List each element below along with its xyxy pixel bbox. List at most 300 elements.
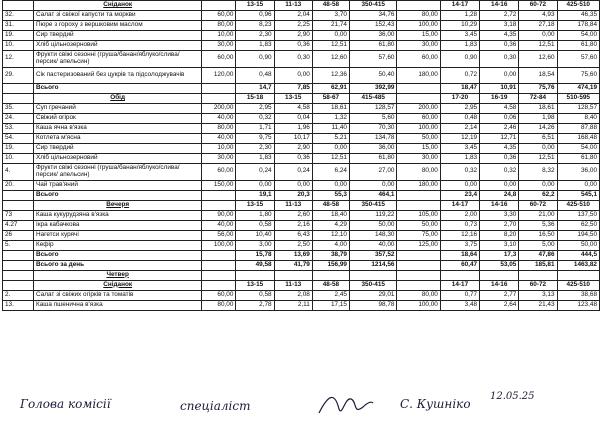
recipe-number: 32.	[3, 11, 34, 21]
portion-weight: 56,00	[202, 230, 236, 240]
nutrient-value: 0,72	[440, 67, 479, 84]
nutrient-value: 18,54	[519, 67, 557, 84]
portion-weight: 80,00	[202, 300, 236, 310]
norm-range-cell: 14-17	[440, 1, 479, 11]
nutrient-value: 0,00	[236, 180, 274, 190]
nutrient-value: 8,32	[519, 164, 557, 181]
dish-name: Суп гречаний	[33, 104, 201, 114]
cell-empty	[397, 270, 440, 280]
nutrient-value: 98,78	[349, 300, 397, 310]
nutrient-value: 1,32	[312, 114, 349, 124]
nutrient-value: 1,83	[236, 41, 274, 51]
nutrient-value: 0,00	[519, 180, 557, 190]
nutrient-value: 12,51	[519, 154, 557, 164]
cell-empty	[3, 94, 34, 104]
portion-weight: 150,00	[202, 180, 236, 190]
norm-range-cell: 60-72	[519, 1, 557, 11]
table-row	[3, 220, 600, 230]
nutrient-value: 0,73	[440, 220, 479, 230]
nutrient-value: 2,30	[236, 31, 274, 41]
cell-empty	[202, 280, 236, 290]
cell-empty	[397, 250, 440, 260]
cell-empty	[312, 270, 349, 280]
norm-range-cell: 350-415	[349, 1, 397, 11]
nutrient-value: 2,46	[480, 124, 519, 134]
nutrient-value: 0,36	[274, 154, 312, 164]
table-row	[3, 164, 600, 181]
section-header-row	[3, 280, 600, 290]
cell-empty	[202, 270, 236, 280]
recipe-number: 5.	[3, 240, 34, 250]
nutrient-value: 2,77	[480, 290, 519, 300]
nutrient-value: 3,30	[480, 210, 519, 220]
nutrient-value: 3,10	[480, 240, 519, 250]
nutrient-value: 178,84	[557, 21, 599, 31]
cell-empty	[397, 260, 440, 270]
norm-range-cell: 350-415	[349, 280, 397, 290]
total-value: 474,19	[557, 84, 599, 94]
table-row	[3, 31, 600, 41]
total-value: 47,86	[519, 250, 557, 260]
cell-empty	[349, 270, 397, 280]
nutrient-value: 2,08	[274, 290, 312, 300]
portion-weight: 80,00	[202, 21, 236, 31]
cell-empty	[3, 250, 34, 260]
nutrient-value: 12,16	[440, 230, 479, 240]
total-value: 545,1	[557, 190, 599, 200]
nutrient-value: 0,24	[274, 164, 312, 181]
section-title: Сніданок	[33, 280, 201, 290]
portion-weight: 120,00	[202, 67, 236, 84]
norm-range-cell: 60-72	[519, 280, 557, 290]
nutrient-value: 12,60	[519, 51, 557, 68]
cell-empty	[202, 84, 236, 94]
total-value: 15,78	[236, 250, 274, 260]
recipe-number: 31.	[3, 21, 34, 31]
norm-range-cell: 13-15	[236, 200, 274, 210]
nutrient-value: 87,88	[557, 124, 599, 134]
portion-weight: 15,00	[397, 144, 440, 154]
total-value: 62,2	[519, 190, 557, 200]
table-row	[3, 67, 600, 84]
norm-range-cell	[397, 94, 440, 104]
nutrient-value: 10,29	[440, 21, 479, 31]
total-value: 156,99	[312, 260, 349, 270]
section-header-row	[3, 94, 600, 104]
nutrient-value: 16,50	[519, 230, 557, 240]
portion-weight: 180,00	[397, 67, 440, 84]
portion-weight: 60,00	[397, 114, 440, 124]
portion-weight: 80,00	[202, 124, 236, 134]
portion-weight: 30,00	[202, 154, 236, 164]
nutrient-value: 61,80	[349, 41, 397, 51]
norm-range-cell: 58-67	[312, 94, 349, 104]
recipe-number: 26	[3, 230, 34, 240]
total-value: 23,4	[440, 190, 479, 200]
nutrient-value: 3,48	[440, 300, 479, 310]
norm-range-cell: 14-16	[480, 1, 519, 11]
nutrient-value: 1,80	[236, 210, 274, 220]
recipe-number: 4.27	[3, 220, 34, 230]
total-value: 14,7	[236, 84, 274, 94]
nutrient-value: 137,50	[557, 210, 599, 220]
cell-empty	[3, 280, 34, 290]
nutrient-value: 4,00	[312, 240, 349, 250]
total-value: 19,1	[236, 190, 274, 200]
norm-range-cell: 15-18	[236, 94, 274, 104]
norm-range-cell: 14-16	[480, 280, 519, 290]
menu-table-body	[3, 1, 600, 311]
nutrient-value: 0,32	[440, 164, 479, 181]
dish-name: Кефір	[33, 240, 201, 250]
cell-empty	[3, 190, 34, 200]
nutrient-value: 40,00	[349, 240, 397, 250]
norm-range-cell: 415-485	[349, 94, 397, 104]
total-label: Всього за день	[33, 260, 201, 270]
cell-empty	[236, 270, 274, 280]
nutrient-value: 0,24	[236, 164, 274, 181]
nutrient-value: 12,60	[312, 51, 349, 68]
dish-name: Салат зі свіжих огірків та томатів	[33, 290, 201, 300]
total-value: 60,47	[440, 260, 479, 270]
recipe-number: 12.	[3, 51, 34, 68]
section-title: Вечеря	[33, 200, 201, 210]
recipe-number: 19.	[3, 144, 34, 154]
portion-weight: 200,00	[202, 104, 236, 114]
total-value: 55,3	[312, 190, 349, 200]
nutrient-value: 57,60	[557, 51, 599, 68]
dish-name: Ікра кабачкова	[33, 220, 201, 230]
nutrient-value: 0,00	[480, 180, 519, 190]
total-value: 1463,82	[557, 260, 599, 270]
portion-weight: 60,00	[202, 11, 236, 21]
table-row	[3, 154, 600, 164]
nutrient-value: 3,70	[312, 11, 349, 21]
norm-range-cell: 425-510	[557, 200, 599, 210]
nutrient-value: 0,77	[440, 290, 479, 300]
table-row	[3, 290, 600, 300]
portion-weight: 80,00	[397, 164, 440, 181]
nutrient-value: 12,71	[480, 134, 519, 144]
total-value: 24,8	[480, 190, 519, 200]
table-row	[3, 21, 600, 31]
total-value: 357,52	[349, 250, 397, 260]
nutrient-value: 0,30	[274, 51, 312, 68]
nutrient-value: 0,90	[236, 51, 274, 68]
nutrient-value: 0,00	[519, 31, 557, 41]
nutrient-value: 2,70	[480, 220, 519, 230]
dish-name: Свіжий огірок	[33, 114, 201, 124]
norm-range-cell: 11-13	[274, 200, 312, 210]
nutrient-value: 21,74	[312, 21, 349, 31]
nutrient-value: 18,61	[312, 104, 349, 114]
norm-range-cell: 14-17	[440, 200, 479, 210]
portion-weight: 40,00	[202, 114, 236, 124]
dish-name: Хліб цільнозерновий	[33, 154, 201, 164]
total-value: 62,91	[312, 84, 349, 94]
nutrient-value: 36,00	[349, 144, 397, 154]
nutrient-value: 14,26	[519, 124, 557, 134]
nutrient-value: 2,30	[236, 144, 274, 154]
signature-scribble	[315, 389, 375, 419]
cell-empty	[202, 260, 236, 270]
table-row	[3, 230, 600, 240]
table-row	[3, 104, 600, 114]
section-title: Сніданок	[33, 1, 201, 11]
total-label: Всього	[33, 84, 201, 94]
cell-empty	[397, 190, 440, 200]
recipe-number: 10.	[3, 41, 34, 51]
menu-table	[2, 0, 600, 311]
nutrient-value: 46,35	[557, 11, 599, 21]
total-value: 185,81	[519, 260, 557, 270]
nutrient-value: 148,30	[349, 230, 397, 240]
total-value: 49,58	[236, 260, 274, 270]
nutrient-value: 36,00	[349, 31, 397, 41]
nutrient-value: 4,58	[480, 104, 519, 114]
table-row	[3, 210, 600, 220]
nutrient-value: 10,40	[236, 230, 274, 240]
norm-range-cell: 13-15	[274, 94, 312, 104]
nutrient-value: 152,43	[349, 21, 397, 31]
portion-weight: 80,00	[397, 11, 440, 21]
norm-range-cell: 13-15	[236, 280, 274, 290]
nutrient-value: 2,95	[236, 104, 274, 114]
total-row	[3, 84, 600, 94]
nutrient-value: 17,15	[312, 300, 349, 310]
nutrient-value: 1,98	[519, 114, 557, 124]
dish-name: Нагетси курячі	[33, 230, 201, 240]
nutrient-value: 18,40	[312, 210, 349, 220]
nutrient-value: 3,45	[440, 31, 479, 41]
total-value: 464,1	[349, 190, 397, 200]
nutrient-value: 29,01	[349, 290, 397, 300]
recipe-number: 73	[3, 210, 34, 220]
nutrient-value: 2,78	[236, 300, 274, 310]
nutrient-value: 168,48	[557, 134, 599, 144]
norm-range-cell: 11-13	[274, 280, 312, 290]
total-value: 18,47	[440, 84, 479, 94]
norm-range-cell: 14-17	[440, 280, 479, 290]
dish-name: Сир твердий	[33, 31, 201, 41]
norm-range-cell: 425-510	[557, 1, 599, 11]
nutrient-value: 0,36	[274, 41, 312, 51]
portion-weight: 105,00	[397, 210, 440, 220]
table-row	[3, 144, 600, 154]
nutrient-value: 2,50	[274, 240, 312, 250]
nutrient-value: 61,80	[557, 41, 599, 51]
portion-weight: 90,00	[202, 210, 236, 220]
total-value: 18,64	[440, 250, 479, 260]
nutrient-value: 0,90	[440, 51, 479, 68]
total-value: 75,76	[519, 84, 557, 94]
total-value: 13,69	[274, 250, 312, 260]
nutrient-value: 8,23	[236, 21, 274, 31]
table-row	[3, 134, 600, 144]
table-row	[3, 124, 600, 134]
nutrient-value: 62,50	[557, 220, 599, 230]
nutrient-value: 6,51	[519, 134, 557, 144]
nutrient-value: 27,00	[349, 164, 397, 181]
nutrient-value: 9,75	[236, 134, 274, 144]
portion-weight: 50,00	[397, 134, 440, 144]
recipe-number: 53.	[3, 124, 34, 134]
nutrient-value: 3,75	[440, 240, 479, 250]
signature-left: Голова комісії	[20, 397, 111, 411]
nutrient-value: 2,64	[480, 300, 519, 310]
recipe-number: 29.	[3, 67, 34, 84]
nutrient-value: 21,43	[519, 300, 557, 310]
dish-name: Сік пастеризований без цукрів та підсолоджувачів	[33, 67, 201, 84]
total-value: 1214,56	[349, 260, 397, 270]
nutrient-value: 50,00	[349, 220, 397, 230]
portion-weight: 60,00	[202, 51, 236, 68]
portion-weight: 10,00	[202, 31, 236, 41]
cell-empty	[3, 84, 34, 94]
portion-weight: 100,00	[397, 300, 440, 310]
norm-range-cell	[397, 280, 440, 290]
portion-weight: 30,00	[202, 41, 236, 51]
section-title: Обід	[33, 94, 201, 104]
nutrient-value: 0,00	[440, 180, 479, 190]
nutrient-value: 0,32	[480, 164, 519, 181]
nutrient-value: 38,68	[557, 290, 599, 300]
recipe-number: 13.	[3, 300, 34, 310]
nutrient-value: 1,71	[236, 124, 274, 134]
nutrient-value: 0,00	[312, 31, 349, 41]
nutrient-value: 0,04	[274, 114, 312, 124]
table-row	[3, 11, 600, 21]
nutrient-value: 12,51	[312, 41, 349, 51]
portion-weight: 75,00	[397, 230, 440, 240]
nutrient-value: 0,00	[312, 180, 349, 190]
nutrient-value: 34,76	[349, 11, 397, 21]
nutrient-value: 54,00	[557, 144, 599, 154]
dish-name: Фрукти свіжі сезонні (груша/банан/яблуко/слива/персик/ апельсин)	[33, 164, 201, 181]
nutrient-value: 2,11	[274, 300, 312, 310]
nutrient-value: 2,60	[274, 210, 312, 220]
norm-range-cell: 48-58	[312, 1, 349, 11]
table-row	[3, 114, 600, 124]
total-value: 392,99	[349, 84, 397, 94]
signature-date: 12.05.25	[490, 391, 535, 402]
cell-empty	[274, 270, 312, 280]
nutrient-value: 1,83	[440, 154, 479, 164]
total-label: Всього	[33, 190, 201, 200]
norm-range-cell: 17-20	[440, 94, 479, 104]
cell-empty	[202, 250, 236, 260]
nutrient-value: 18,61	[519, 104, 557, 114]
nutrient-value: 123,48	[557, 300, 599, 310]
nutrient-value: 6,24	[312, 164, 349, 181]
portion-weight: 100,00	[202, 240, 236, 250]
nutrient-value: 119,22	[349, 210, 397, 220]
total-row	[3, 250, 600, 260]
signature-area	[0, 391, 601, 425]
nutrient-value: 0,32	[236, 114, 274, 124]
nutrient-value: 5,00	[519, 240, 557, 250]
section-header-row	[3, 200, 600, 210]
portion-weight: 100,00	[397, 21, 440, 31]
nutrient-value: 5,21	[312, 134, 349, 144]
nutrient-value: 21,00	[519, 210, 557, 220]
nutrient-value: 2,90	[274, 144, 312, 154]
nutrient-value: 4,93	[519, 11, 557, 21]
nutrient-value: 4,58	[274, 104, 312, 114]
dish-name: Фрукти свіжі сезонні (груша/банан/яблуко/слива/персик/ апельсин)	[33, 51, 201, 68]
norm-range-cell: 13-15	[236, 1, 274, 11]
nutrient-value: 128,57	[557, 104, 599, 114]
nutrient-value: 0,58	[236, 290, 274, 300]
nutrient-value: 0,48	[236, 67, 274, 84]
nutrient-value: 12,10	[312, 230, 349, 240]
cell-empty	[202, 1, 236, 11]
cell-empty	[3, 260, 34, 270]
nutrient-value: 0,48	[440, 114, 479, 124]
dish-name: Каша ячна в'язка	[33, 124, 201, 134]
total-row	[3, 190, 600, 200]
nutrient-value: 54,00	[557, 31, 599, 41]
nutrient-value: 12,51	[519, 41, 557, 51]
total-value: 10,91	[480, 84, 519, 94]
dish-name: Чай трав'яний	[33, 180, 201, 190]
recipe-number: 4.	[3, 164, 34, 181]
nutrient-value: 0,00	[274, 67, 312, 84]
portion-weight: 180,00	[397, 180, 440, 190]
day-header-row	[3, 270, 600, 280]
total-value: 53,05	[480, 260, 519, 270]
nutrient-value: 0,00	[480, 67, 519, 84]
portion-weight: 200,00	[397, 104, 440, 114]
nutrient-value: 5,60	[349, 114, 397, 124]
dish-name: Каша кукурудзяна в'язка	[33, 210, 201, 220]
cell-empty	[519, 270, 557, 280]
nutrient-value: 4,35	[480, 144, 519, 154]
norm-range-cell: 350-415	[349, 200, 397, 210]
dish-name: Котлета м'ясна	[33, 134, 201, 144]
cell-empty	[397, 84, 440, 94]
norm-range-cell: 48-58	[312, 200, 349, 210]
table-row	[3, 41, 600, 51]
nutrient-value: 4,29	[312, 220, 349, 230]
norm-range-cell	[397, 200, 440, 210]
nutrient-value: 0,36	[480, 41, 519, 51]
section-header-row	[3, 1, 600, 11]
norm-range-cell	[397, 1, 440, 11]
nutrient-value: 128,57	[349, 104, 397, 114]
nutrient-value: 1,96	[274, 124, 312, 134]
norm-range-cell: 72-84	[519, 94, 557, 104]
recipe-number: 20.	[3, 180, 34, 190]
total-value: 17,3	[480, 250, 519, 260]
portion-weight: 60,00	[397, 51, 440, 68]
nutrient-value: 1,83	[440, 41, 479, 51]
nutrient-value: 134,78	[349, 134, 397, 144]
portion-weight: 15,00	[397, 31, 440, 41]
nutrient-value: 2,45	[312, 290, 349, 300]
nutrient-value: 2,25	[274, 21, 312, 31]
nutrient-value: 11,40	[312, 124, 349, 134]
recipe-number: 24.	[3, 114, 34, 124]
nutrient-value: 0,00	[519, 144, 557, 154]
norm-range-cell: 11-13	[274, 1, 312, 11]
nutrient-value: 12,19	[440, 134, 479, 144]
nutrient-value: 61,80	[557, 154, 599, 164]
nutrient-value: 8,20	[480, 230, 519, 240]
dish-name: Сир твердий	[33, 144, 201, 154]
recipe-number: 19.	[3, 31, 34, 41]
total-value: 38,79	[312, 250, 349, 260]
